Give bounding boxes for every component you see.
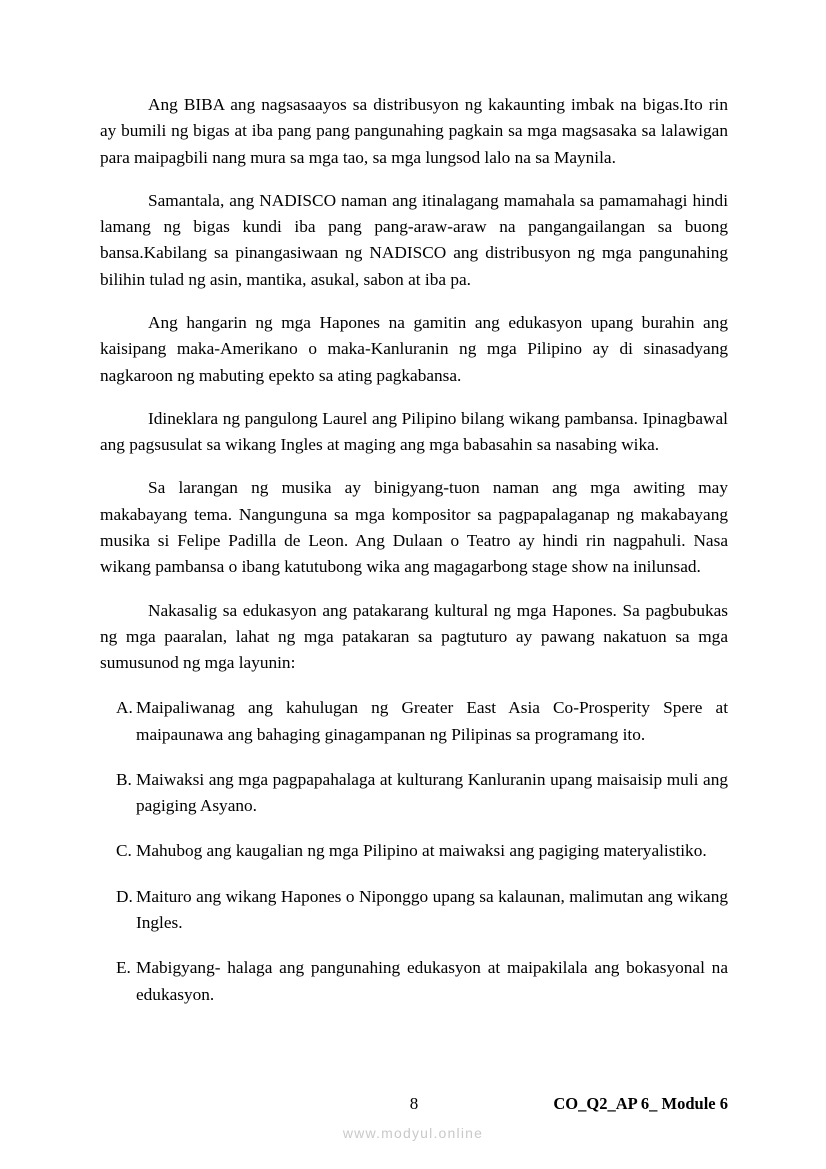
list-item-text: Maiwaksi ang mga pagpapahalaga at kulturang Kanluranin upang maisaisip muli ang pagiging Asyano.	[136, 769, 728, 816]
page-number: 8	[409, 1094, 419, 1113]
paragraph: Samantala, ang NADISCO naman ang itinalagang mamahala sa pamamahagi hindi lamang ng bigas kundi iba pang pang-araw-araw na pangangailangan sa buong bansa.Kabilang sa pinangasiwaan ng NADISCO ang distribusyon ng mga pangunahing bilihin tulad ng asin, mantika, asukal, sabon at iba pa.	[100, 190, 728, 289]
list-item-marker: B.	[116, 769, 132, 789]
list-item-text: Mabigyang- halaga ang pangunahing edukasyon at maipakilala ang bokasyonal na edukasyon.	[136, 958, 728, 1004]
list-item-marker: E.	[116, 958, 131, 978]
list-item-marker: D.	[116, 886, 133, 906]
paragraph: Idineklara ng pangulong Laurel ang Pilipino bilang wikang pambansa. Ipinagbawal ang pagsusulat sa wikang Ingles at maging ang mga babasahin sa nasabing wika.	[100, 408, 728, 455]
footer-module-label: CO_Q2_AP 6_ Module 6	[553, 1094, 728, 1113]
list-item	[100, 767, 728, 820]
list-item	[100, 838, 728, 864]
objectives-list	[100, 695, 728, 1008]
paragraph: Sa larangan ng musika ay binigyang-tuon naman ang mga awiting may makabayang tema. Nangunguna sa mga kompositor sa pagpapalaganap ng makabayang musika si Felipe Padilla de Leon. Ang Dulaan o Teatro ay hindi rin nagpahuli. Nasa wikang pambansa o ibang katutubong wika ang magagarbong stage show na inilunsad.	[100, 478, 728, 577]
list-item	[100, 884, 728, 937]
list-item-marker: C.	[116, 841, 132, 861]
paragraph: Ang BIBA ang nagsasaayos sa distribusyon ng kakaunting imbak na bigas.Ito rin ay bumili ng bigas at iba pang pang pangunahing pagkain sa mga magsasaka sa lalawigan para maipagbili nang mura sa mga tao, sa mga lungsod lalo na sa Maynila.	[100, 95, 728, 167]
list-item-marker: A.	[116, 698, 133, 718]
page-footer	[100, 1094, 728, 1114]
list-item	[100, 955, 728, 1008]
list-item-text: Maipaliwanag ang kahulugan ng Greater East Asia Co-Prosperity Spere at maipaunawa ang bahaging ginagampanan ng Pilipinas sa programang ito.	[136, 698, 728, 744]
list-item-text: Mahubog ang kaugalian ng mga Pilipino at maiwaksi ang pagiging materyalistiko.	[136, 841, 707, 861]
list-item	[100, 695, 728, 748]
paragraph: Nakasalig sa edukasyon ang patakarang kultural ng mga Hapones. Sa pagbubukas ng mga paaralan, lahat ng mga patakaran sa pagtuturo ay pawang nakatuon sa mga sumusunod ng mga layunin:	[100, 600, 728, 673]
paragraph: Ang hangarin ng mga Hapones na gamitin ang edukasyon upang burahin ang kaisipang maka-Amerikano o maka-Kanluranin ng mga Pilipino ay di sinasadyang nagkaroon ng mabuting epekto sa ating pagkabansa.	[100, 312, 728, 385]
document-body	[100, 92, 728, 1027]
list-item-text: Maituro ang wikang Hapones o Niponggo upang sa kalaunan, malimutan ang wikang Ingles.	[136, 886, 728, 933]
watermark: www.modyul.online	[342, 1125, 484, 1141]
